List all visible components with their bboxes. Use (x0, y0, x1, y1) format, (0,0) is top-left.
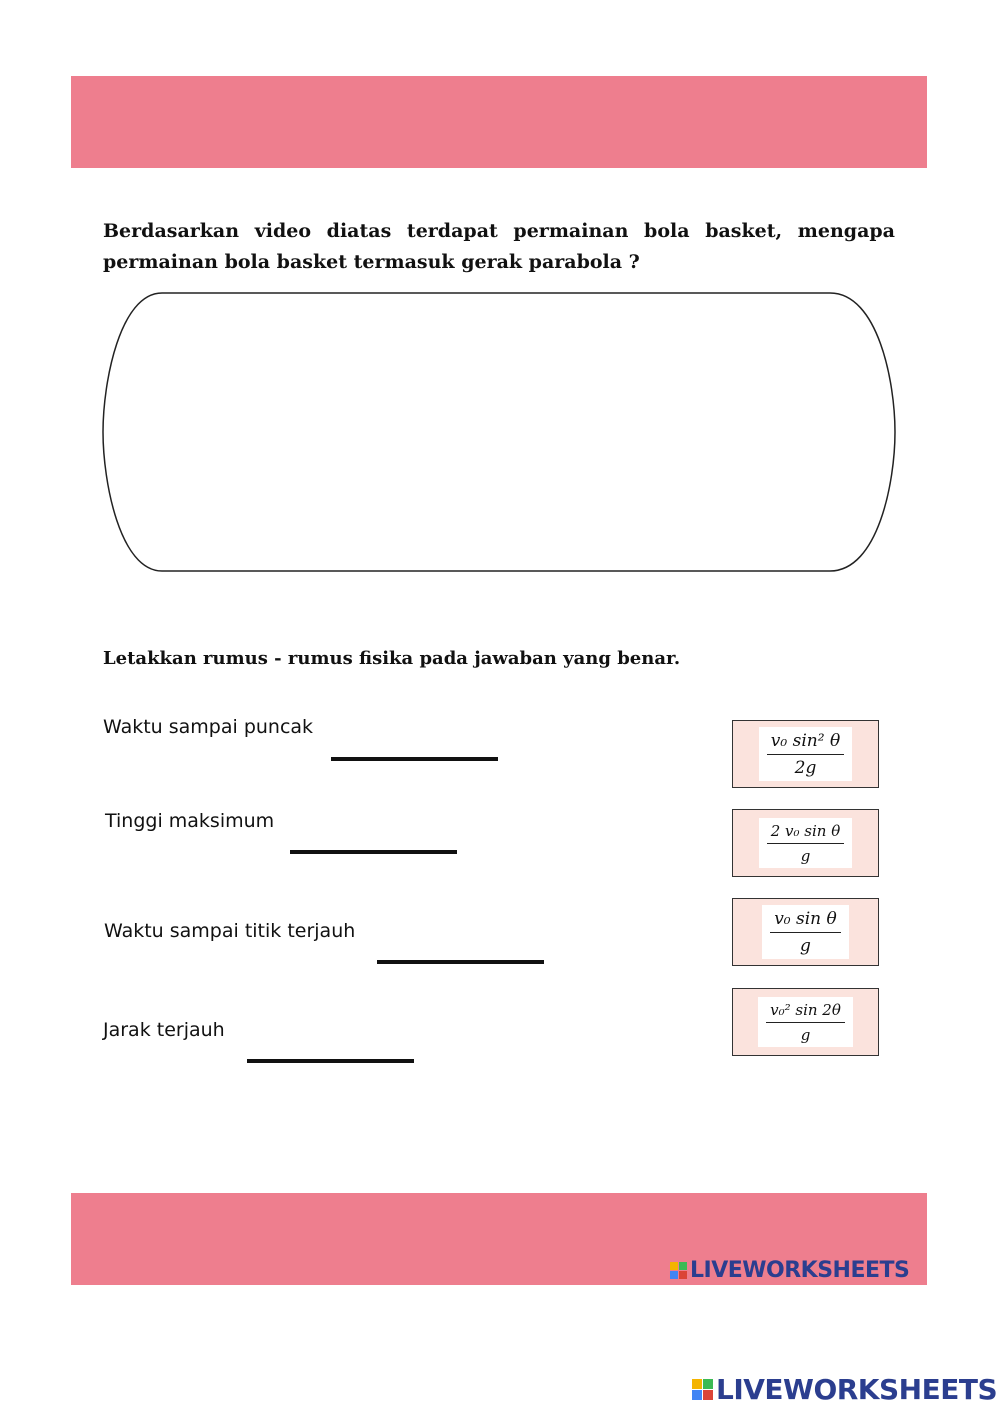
fraction-bar (767, 754, 844, 756)
drop-blank-jarak-terjauh[interactable] (247, 1059, 414, 1063)
formula-2 (759, 818, 853, 869)
formula-card-4[interactable] (732, 988, 879, 1056)
formula-3-denominator: g (800, 936, 811, 957)
formula-4 (758, 997, 853, 1048)
formula-3-numerator: v₀ sin θ (774, 908, 837, 929)
drop-blank-tinggi-maksimum[interactable] (290, 850, 457, 854)
item-label-waktu-puncak: Waktu sampai puncak (103, 716, 314, 738)
band-logo (670, 1258, 909, 1283)
answer-box[interactable] (102, 292, 896, 572)
fraction-bar (770, 932, 841, 934)
formula-2-denominator: g (800, 847, 811, 866)
liveworksheets-logo-icon (670, 1262, 687, 1279)
formula-2-numerator: 2 v₀ sin θ (770, 821, 841, 840)
item-label-waktu-titik-terjauh: Waktu sampai titik terjauh (104, 920, 356, 942)
drop-blank-waktu-titik-terjauh[interactable] (377, 960, 544, 964)
formula-4-numerator: v₀² sin 2θ (770, 1000, 841, 1019)
formula-1-denominator: 2g (794, 758, 817, 779)
formula-4-denominator: g (800, 1026, 811, 1045)
band-logo-text: LIVEWORKSHEETS (690, 1258, 910, 1283)
drop-blank-waktu-puncak[interactable] (331, 757, 498, 761)
formula-1 (759, 727, 852, 782)
liveworksheets-logo-icon (692, 1379, 713, 1400)
item-label-tinggi-maksimum: Tinggi maksimum (105, 810, 275, 832)
instruction-text: Letakkan rumus - rumus fisika pada jawaban yang benar. (103, 648, 681, 669)
header-band (71, 76, 927, 168)
formula-card-3[interactable] (732, 898, 879, 966)
fraction-bar (767, 843, 845, 845)
fraction-bar (766, 1022, 845, 1024)
formula-1-numerator: v₀ sin² θ (770, 730, 841, 751)
question-text: Berdasarkan video diatas terdapat permainan bola basket, mengapa permainan bola basket termasuk gerak parabola ? (103, 220, 895, 273)
footer-logo-text: LIVEWORKSHEETS (716, 1373, 998, 1406)
answer-box-outline (102, 292, 896, 572)
formula-card-1[interactable] (732, 720, 879, 788)
formula-card-2[interactable] (732, 809, 879, 877)
formula-3 (762, 905, 849, 960)
footer-logo[interactable] (692, 1373, 997, 1406)
item-label-jarak-terjauh: Jarak terjauh (103, 1019, 225, 1041)
